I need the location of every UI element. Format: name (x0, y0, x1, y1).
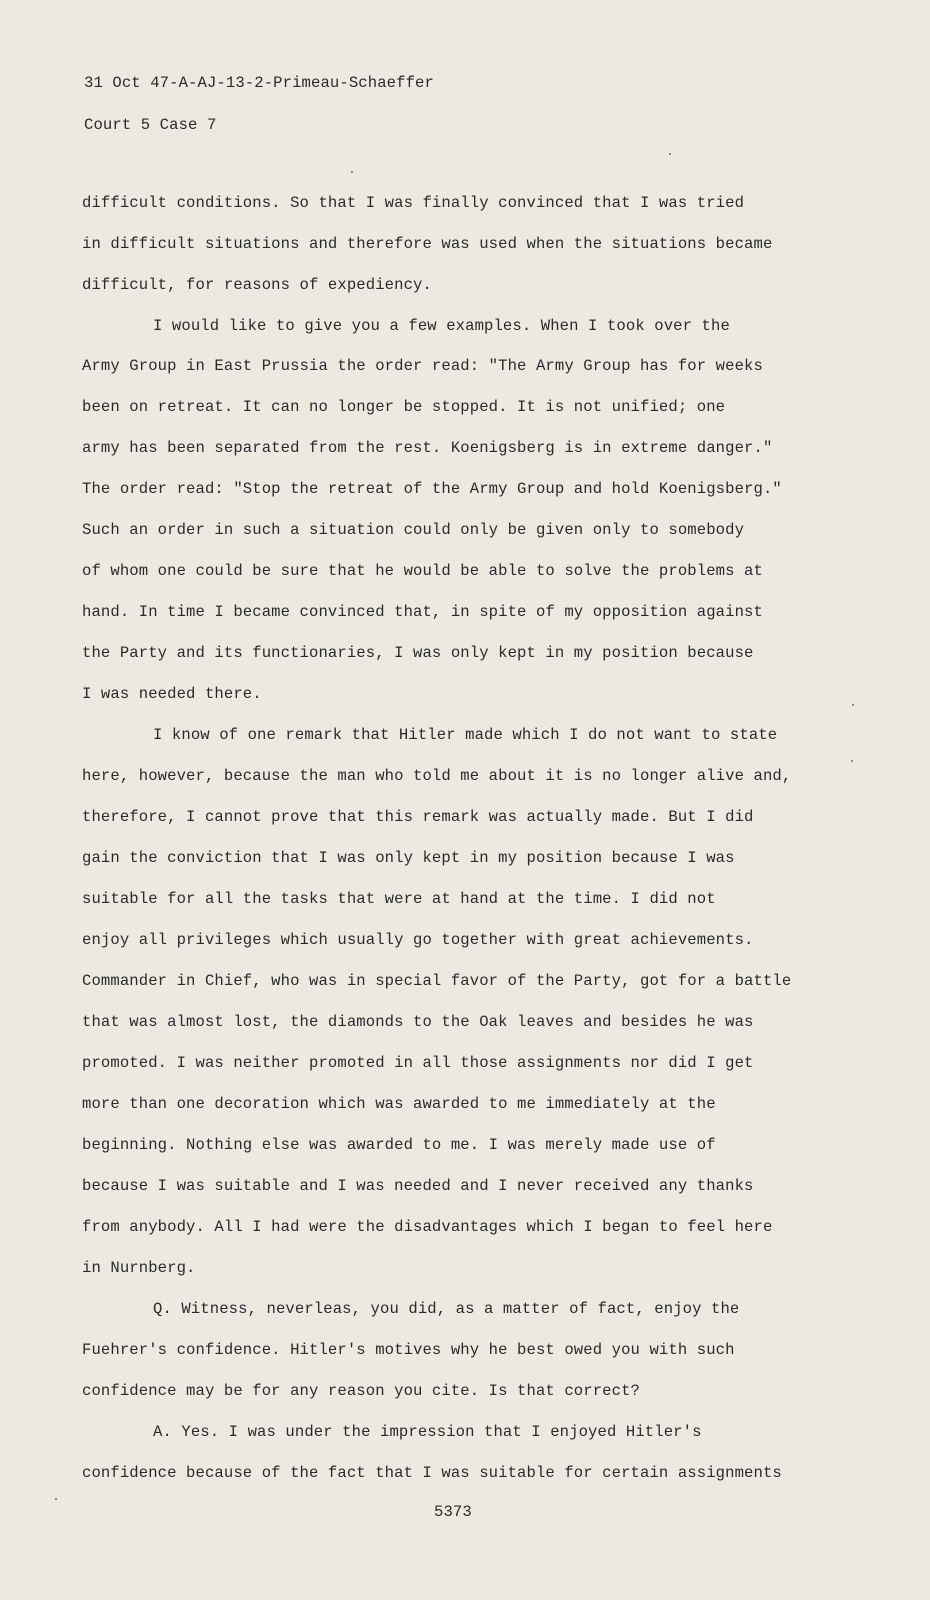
body-line: Commander in Chief, who was in special favor of the Party, got for a battle (82, 972, 792, 990)
paper-speck (351, 171, 353, 173)
paper-speck (852, 704, 854, 706)
body-line: more than one decoration which was awarded to me immediately at the (82, 1095, 716, 1113)
body-line: gain the conviction that I was only kept in my position because I was (82, 849, 735, 867)
body-line: I would like to give you a few examples. When I took over the (153, 317, 730, 335)
body-line: I know of one remark that Hitler made which I do not want to state (153, 726, 778, 744)
page-number: 5373 (434, 1503, 472, 1521)
body-line: of whom one could be sure that he would be able to solve the problems at (82, 562, 763, 580)
court-case: Court 5 Case 7 (84, 116, 217, 134)
body-line: Army Group in East Prussia the order read: "The Army Group has for weeks (82, 357, 763, 375)
body-line: Q. Witness, neverleas, you did, as a matter of fact, enjoy the (153, 1300, 740, 1318)
body-line: beginning. Nothing else was awarded to me. I was merely made use of (82, 1136, 716, 1154)
body-line: confidence may be for any reason you cite. Is that correct? (82, 1382, 641, 1400)
body-line: Fuehrer's confidence. Hitler's motives why he best owed you with such (82, 1341, 735, 1359)
body-line: that was almost lost, the diamonds to the Oak leaves and besides he was (82, 1013, 754, 1031)
paper-speck (55, 1498, 57, 1500)
body-line: The order read: "Stop the retreat of the Army Group and hold Koenigsberg." (82, 480, 782, 498)
body-line: because I was suitable and I was needed and I never received any thanks (82, 1177, 754, 1195)
body-line: therefore, I cannot prove that this remark was actually made. But I did (82, 808, 754, 826)
body-line: here, however, because the man who told me about it is no longer alive and, (82, 767, 792, 785)
body-line: from anybody. All I had were the disadvantages which I began to feel here (82, 1218, 773, 1236)
body-line: difficult, for reasons of expediency. (82, 276, 432, 294)
body-line: suitable for all the tasks that were at hand at the time. I did not (82, 890, 716, 908)
case-reference: 31 Oct 47-A-AJ-13-2-Primeau-Schaeffer (84, 74, 434, 92)
body-line: the Party and its functionaries, I was only kept in my position because (82, 644, 754, 662)
body-line: hand. In time I became convinced that, in spite of my opposition against (82, 603, 763, 621)
body-line: in Nurnberg. (82, 1259, 196, 1277)
paper-speck (851, 760, 853, 762)
body-line: A. Yes. I was under the impression that I enjoyed Hitler's (153, 1423, 702, 1441)
body-line: been on retreat. It can no longer be stopped. It is not unified; one (82, 398, 726, 416)
body-line: Such an order in such a situation could only be given only to somebody (82, 521, 745, 539)
body-line: in difficult situations and therefore was used when the situations became (82, 235, 773, 253)
body-line: I was needed there. (82, 685, 262, 703)
body-line: army has been separated from the rest. Koenigsberg is in extreme danger." (82, 439, 773, 457)
body-line: difficult conditions. So that I was finally convinced that I was tried (82, 194, 745, 212)
body-line: promoted. I was neither promoted in all those assignments nor did I get (82, 1054, 754, 1072)
body-line: confidence because of the fact that I was suitable for certain assignments (82, 1464, 782, 1482)
body-line: enjoy all privileges which usually go together with great achievements. (82, 931, 754, 949)
paper-speck (669, 153, 671, 155)
